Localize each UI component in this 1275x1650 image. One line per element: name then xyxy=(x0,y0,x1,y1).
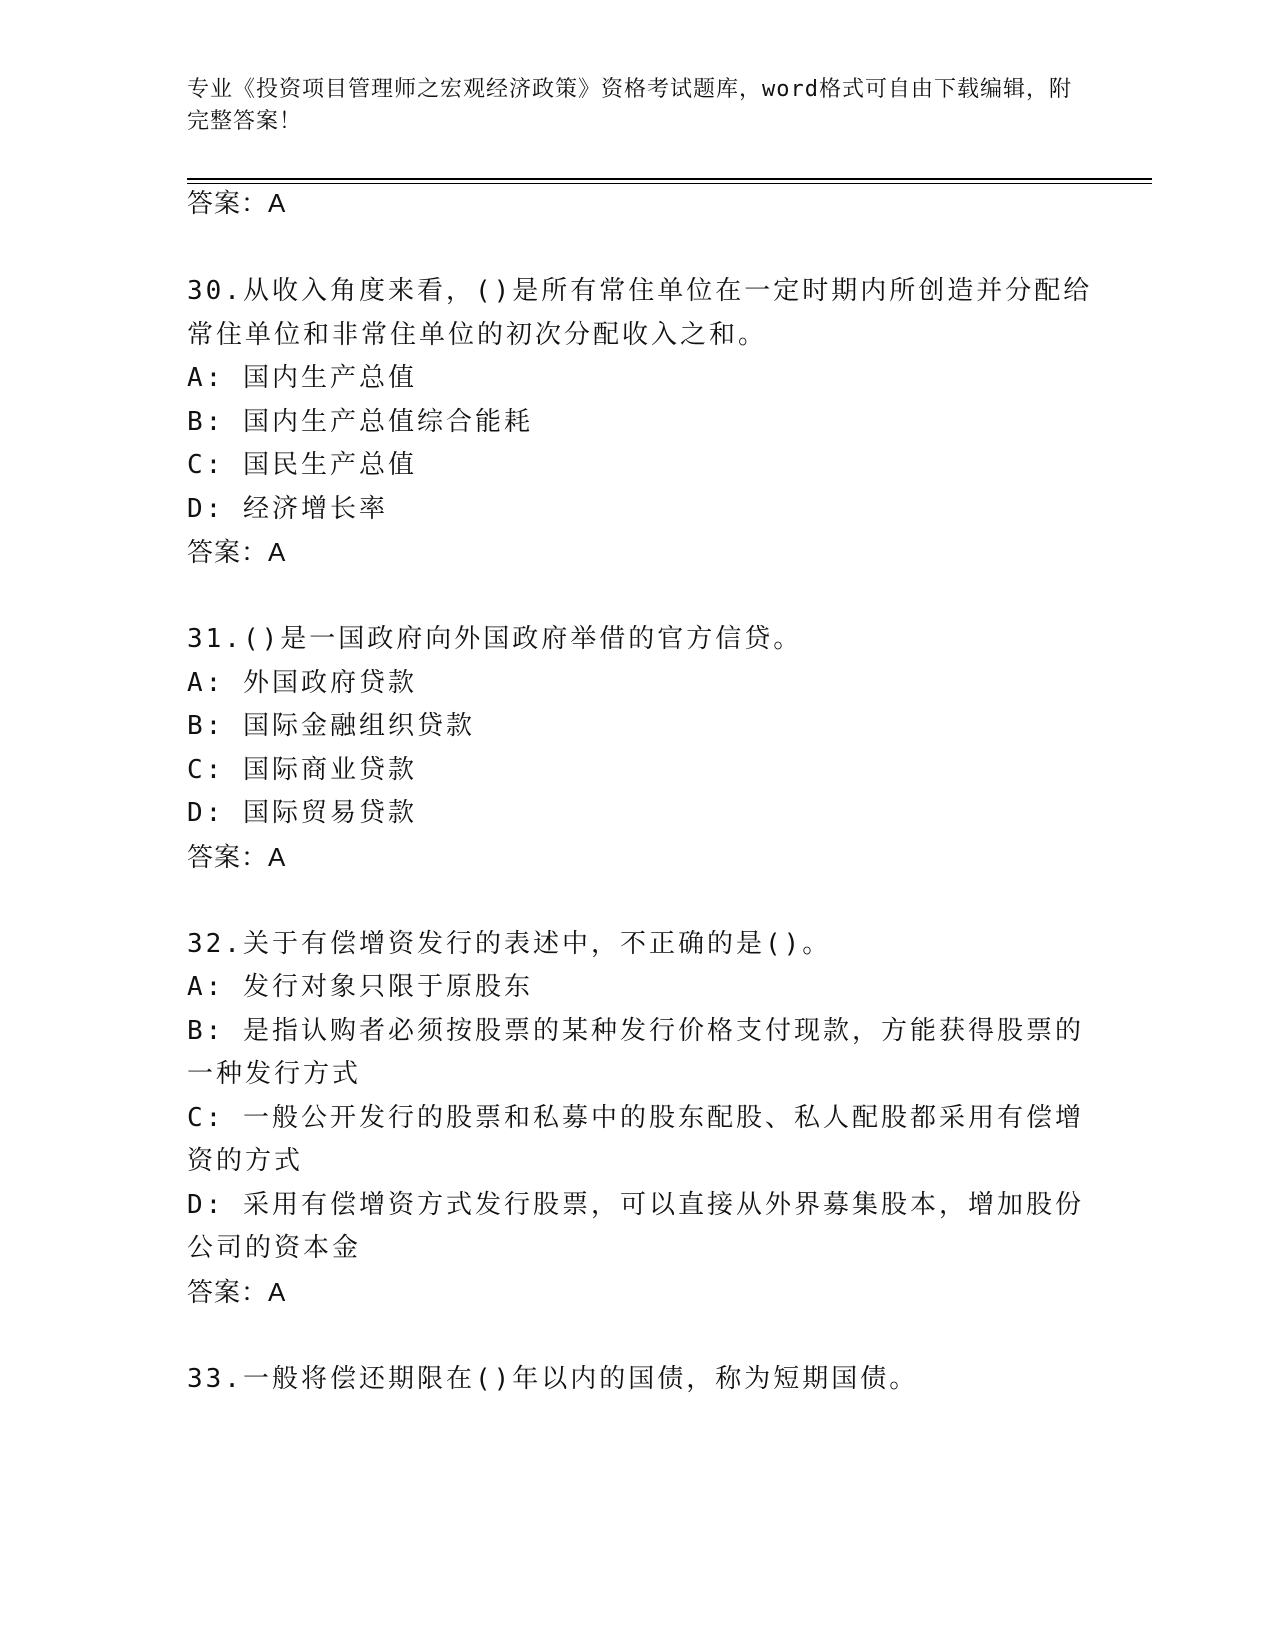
question-30-stem-cont: 常住单位和非常住单位的初次分配收入之和。 xyxy=(187,320,768,350)
question-30-option-d: D: 经济增长率 xyxy=(187,494,388,524)
question-32-option-b-cont: 一种发行方式 xyxy=(187,1059,362,1089)
question-32-option-c-cont: 资的方式 xyxy=(187,1146,304,1176)
question-32-option-c: C: 一般公开发行的股票和私募中的股东配股、私人配股都采用有偿增 xyxy=(187,1103,1084,1133)
header-rule-thick xyxy=(187,178,1152,180)
question-31-stem: 31.()是一国政府向外国政府举借的官方信贷。 xyxy=(187,624,803,654)
question-32-option-b: B: 是指认购者必须按股票的某种发行价格支付现款，方能获得股票的 xyxy=(187,1016,1084,1046)
question-31-answer: 答案：A xyxy=(187,842,287,872)
question-31-option-d: D: 国际贸易贷款 xyxy=(187,798,417,828)
question-30-option-a: A: 国内生产总值 xyxy=(187,363,417,393)
question-32-answer: 答案：A xyxy=(187,1277,287,1307)
answer-label: 答案：A xyxy=(187,188,287,218)
question-32-option-d-cont: 公司的资本金 xyxy=(187,1233,362,1263)
document-header: 专业《投资项目管理师之宏观经济政策》资格考试题库，word格式可自由下载编辑，附完整答案！ xyxy=(187,77,1072,134)
question-31-option-c: C: 国际商业贷款 xyxy=(187,755,417,785)
question-31-option-a: A: 外国政府贷款 xyxy=(187,668,417,698)
question-32-stem: 32.关于有偿增资发行的表述中，不正确的是()。 xyxy=(187,929,832,959)
question-30-option-b: B: 国内生产总值综合能耗 xyxy=(187,407,533,437)
question-30-stem: 30.从收入角度来看，()是所有常住单位在一定时期内所创造并分配给 xyxy=(187,276,1093,306)
header-rule-thin xyxy=(187,183,1152,184)
question-30-option-c: C: 国民生产总值 xyxy=(187,450,417,480)
question-30-answer: 答案：A xyxy=(187,537,287,567)
question-32-option-a: A: 发行对象只限于原股东 xyxy=(187,972,533,1002)
question-32-option-d: D: 采用有偿增资方式发行股票，可以直接从外界募集股本，增加股份 xyxy=(187,1190,1084,1220)
question-31-option-b: B: 国际金融组织贷款 xyxy=(187,711,475,741)
question-33-stem: 33.一般将偿还期限在()年以内的国债，称为短期国债。 xyxy=(187,1364,919,1394)
